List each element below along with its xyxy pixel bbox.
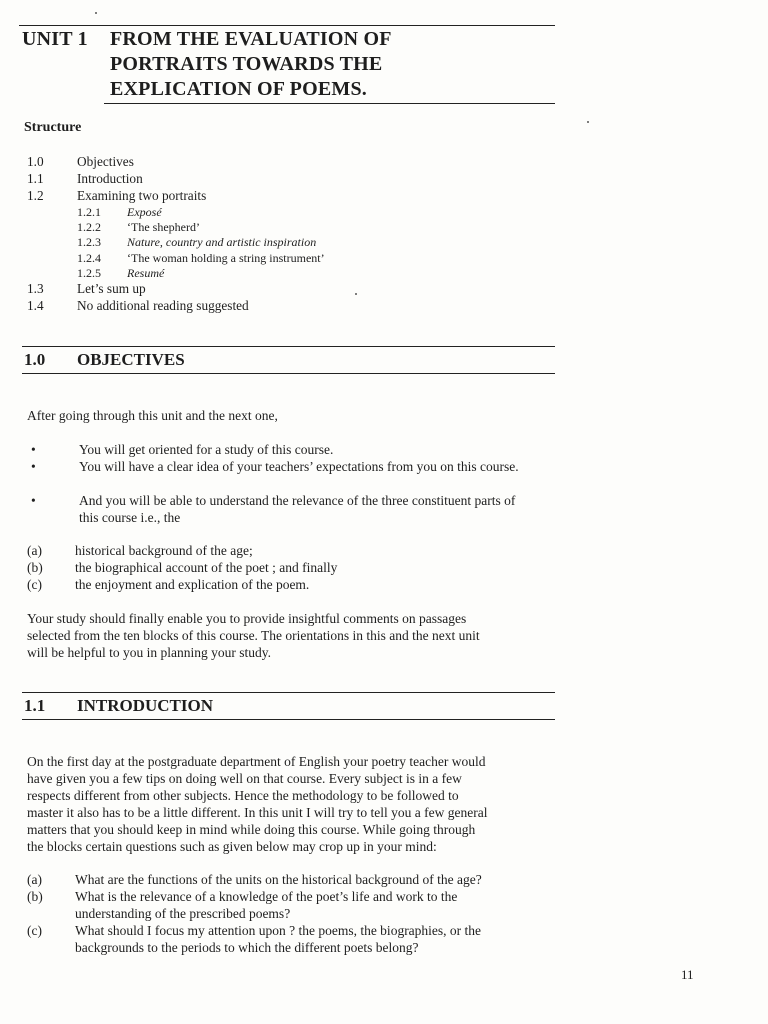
list-item (27, 576, 547, 593)
structure-item-number: 1.2.2 (77, 220, 101, 235)
introduction-paragraph (27, 753, 488, 855)
structure-item (27, 251, 587, 266)
list-item (27, 559, 547, 576)
unit-label: UNIT 1 (22, 28, 88, 50)
structure-item-label: Resumé (127, 265, 165, 280)
unit-title-line-2: PORTRAITS TOWARDS THE (110, 53, 383, 75)
structure-item (27, 266, 587, 281)
structure-item-label: Exposé (127, 205, 162, 219)
structure-list (27, 154, 587, 315)
item-marker: (b) (27, 889, 43, 904)
structure-item (27, 220, 587, 235)
structure-item-label: Let’s sum up (77, 280, 146, 296)
list-item (27, 542, 547, 559)
objectives-bullet-list (31, 441, 551, 526)
paragraph-line: On the first day at the postgraduate department of English your poetry teacher would (27, 754, 486, 769)
structure-item-number: 1.3 (27, 280, 44, 296)
unit-title-line-3: EXPLICATION OF POEMS. (110, 78, 367, 100)
structure-item-number: 1.0 (27, 154, 44, 169)
objectives-closing-paragraph (27, 610, 480, 661)
structure-item-number: 1.4 (27, 297, 44, 313)
introduction-top-rule (22, 692, 555, 693)
page-number: 11 (681, 967, 694, 982)
structure-item-label: Introduction (77, 171, 143, 186)
unit-heading-bottom-rule (104, 103, 555, 104)
introduction-questions-list (27, 871, 557, 956)
structure-item-number: 1.2.1 (77, 205, 101, 219)
section-title: INTRODUCTION (77, 696, 214, 715)
structure-item-label: Nature, country and artistic inspiration (127, 235, 317, 250)
bullet-marker: • (31, 442, 36, 457)
structure-item-number: 1.2 (27, 188, 44, 203)
list-item-text: historical background of the age; (75, 543, 253, 558)
item-marker: (a) (27, 543, 42, 558)
list-item-text: What is the relevance of a knowledge of the poet’s life and work to the understanding of the prescribed poems? (75, 889, 458, 921)
structure-item (27, 171, 587, 188)
list-item-text: the enjoyment and explication of the poem. (75, 577, 310, 592)
structure-item-label: ‘The shepherd’ (127, 220, 200, 235)
paragraph-line: selected from the ten blocks of this course. The orientations in this and the next unit (27, 628, 480, 643)
objectives-intro: After going through this unit and the next one, (27, 408, 278, 423)
structure-item-label: Examining two portraits (77, 188, 207, 203)
unit-title-line-1: FROM THE EVALUATION OF (110, 28, 392, 50)
bullet-marker: • (31, 493, 36, 508)
list-item (31, 441, 551, 458)
top-rule (19, 25, 555, 26)
list-item-text: What are the functions of the units on the historical background of the age? (75, 872, 482, 887)
structure-item-label: No additional reading suggested (77, 297, 249, 313)
section-title: OBJECTIVES (77, 350, 185, 369)
bullet-marker: • (31, 459, 36, 474)
paragraph-line: the blocks certain questions such as given below may crop up in your mind: (27, 839, 437, 854)
section-number: 1.0 (24, 350, 46, 369)
objectives-top-rule (22, 346, 555, 347)
item-marker: (c) (27, 577, 42, 592)
paragraph-line: Your study should finally enable you to provide insightful comments on passages (27, 611, 467, 626)
list-item-text: What should I focus my attention upon ? the poems, the biographies, or the backgrounds to the periods to which the different poets belong? (75, 923, 482, 955)
paragraph-line: matters that you should keep in mind while doing this course. While going through (27, 822, 476, 837)
structure-item-number: 1.2.4 (77, 250, 101, 265)
item-marker: (a) (27, 872, 42, 887)
list-item-text: the biographical account of the poet ; and finally (75, 560, 338, 575)
scan-speck (95, 12, 97, 14)
structure-item (27, 154, 587, 171)
paragraph-line: respects different from other subjects. Hence the methodology to be followed to (27, 788, 459, 803)
structure-item (27, 235, 587, 250)
list-item (27, 922, 557, 956)
structure-item-label: ‘The woman holding a string instrument’ (127, 250, 325, 265)
structure-item (27, 281, 587, 298)
scan-speck (355, 293, 357, 295)
structure-item (27, 188, 587, 205)
list-item (31, 492, 551, 526)
list-item (27, 871, 557, 888)
list-item-text: And you will be able to understand the relevance of the three constituent parts of this course i.e., the (79, 493, 516, 525)
structure-item-number: 1.2.3 (77, 235, 101, 250)
list-item-text: You will get oriented for a study of this course. (79, 442, 334, 457)
structure-item (27, 298, 587, 315)
structure-item-label: Objectives (77, 154, 134, 169)
list-item (27, 888, 557, 922)
paragraph-line: have given you a few tips on doing well on that course. Every subject is in a few (27, 771, 462, 786)
list-item-text: You will have a clear idea of your teachers’ expectations from you on this course. (79, 459, 519, 474)
objectives-bottom-rule (22, 373, 555, 374)
section-number: 1.1 (24, 696, 46, 715)
structure-item (27, 205, 587, 220)
scan-speck (587, 121, 589, 123)
paragraph-line: master it also has to be a little different. In this unit I will try to tell you a few general (27, 805, 488, 820)
structure-item-number: 1.2.5 (77, 265, 101, 280)
item-marker: (b) (27, 560, 43, 575)
introduction-bottom-rule (22, 719, 555, 720)
list-item (31, 458, 551, 492)
item-marker: (c) (27, 923, 42, 938)
paragraph-line: will be helpful to you in planning your study. (27, 645, 271, 660)
structure-heading: Structure (24, 120, 82, 135)
structure-item-number: 1.1 (27, 171, 44, 186)
objectives-parts-list (27, 542, 547, 593)
